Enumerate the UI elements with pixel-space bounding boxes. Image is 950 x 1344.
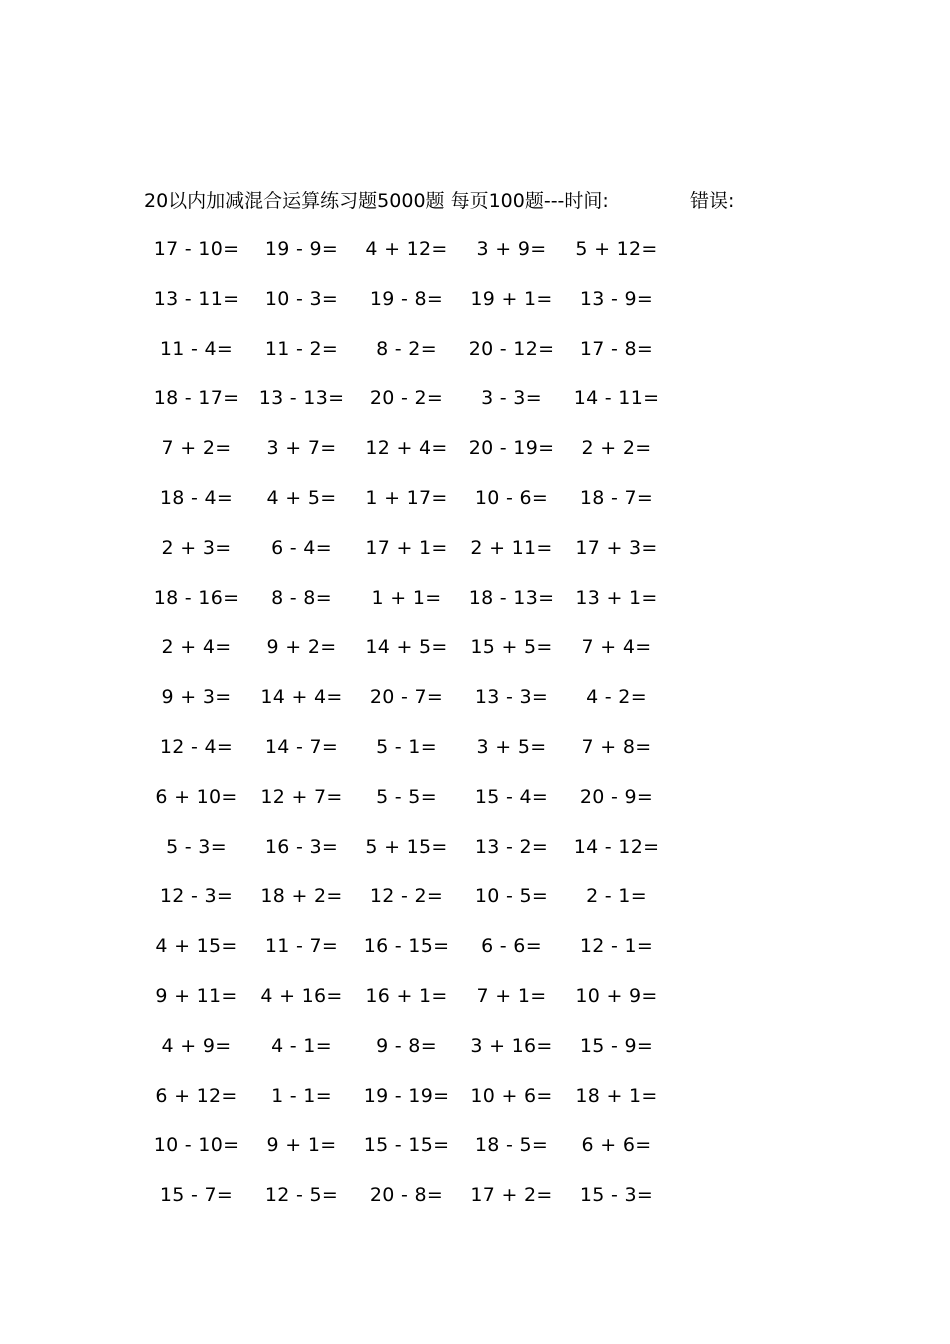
problem-row [144,682,684,732]
math-problem: 18 - 13= [468,586,555,609]
math-problem: 20 - 7= [369,686,444,709]
problem-row [144,533,684,583]
math-problem: 2 + 11= [470,536,553,559]
math-problem: 20 - 9= [579,785,654,808]
math-problem: 10 - 3= [264,287,339,310]
math-problem: 4 + 9= [161,1034,232,1057]
math-problem: 2 + 2= [581,437,652,460]
math-problem: 9 + 3= [161,686,232,709]
math-problem: 17 - 10= [153,238,240,260]
math-problem: 17 + 2= [470,1184,553,1207]
problem-row [144,433,684,483]
math-problem: 13 - 2= [474,835,549,858]
problem-row [144,732,684,782]
problem-row [144,284,684,334]
errors-label: 错误: [690,190,735,212]
math-problem: 12 - 5= [264,1184,339,1207]
problem-row [144,931,684,981]
math-problem: 18 - 17= [153,387,240,410]
math-problem: 12 - 4= [159,735,234,758]
math-problem: 7 + 8= [581,735,652,758]
math-problem: 12 - 1= [579,935,654,958]
math-problem: 9 + 1= [266,1134,337,1157]
worksheet-title: 20以内加减混合运算练习题5000题 每页100题---时间: [144,190,609,212]
math-problem: 9 + 2= [266,636,337,659]
math-problem: 11 - 7= [264,935,339,958]
math-problem: 14 - 11= [573,387,660,410]
math-problem: 7 + 2= [161,437,232,460]
math-problem: 18 - 4= [159,486,234,509]
math-problem: 14 + 4= [260,686,343,709]
problem-row [144,483,684,533]
math-problem: 15 + 5= [470,636,553,659]
math-problem: 20 - 12= [468,337,555,360]
math-problem: 5 + 12= [575,238,658,260]
math-problem: 2 + 3= [161,536,232,559]
math-problem: 18 - 16= [153,586,240,609]
math-problem: 18 + 2= [260,885,343,908]
math-problem: 2 - 1= [586,885,647,908]
math-problem: 18 - 7= [579,486,654,509]
problem-row [144,583,684,633]
math-problem: 11 - 4= [159,337,234,360]
math-problem: 19 - 19= [363,1084,450,1107]
problem-row [144,234,684,284]
problem-row [144,1081,684,1131]
math-problem: 12 + 4= [365,437,448,460]
worksheet-header [144,186,735,216]
math-problem: 6 + 10= [155,785,238,808]
math-problem: 10 + 9= [575,984,658,1007]
math-problem: 15 - 4= [474,785,549,808]
problem-row [144,1180,684,1230]
math-problem: 11 - 2= [264,337,339,360]
math-problem: 6 + 12= [155,1084,238,1107]
problem-row [144,782,684,832]
math-problem: 4 + 12= [365,238,448,260]
math-problem: 13 - 3= [474,686,549,709]
math-problem: 20 - 2= [369,387,444,410]
math-problem: 18 + 1= [575,1084,658,1107]
math-problem: 5 - 5= [376,785,437,808]
math-problem: 10 + 6= [470,1084,553,1107]
math-problem: 16 - 15= [363,935,450,958]
math-problem: 7 + 4= [581,636,652,659]
math-problem: 10 - 6= [474,486,549,509]
math-problem: 3 + 7= [266,437,337,460]
math-problem: 12 - 3= [159,885,234,908]
math-problem: 14 - 12= [573,835,660,858]
math-problem: 19 - 9= [264,238,339,260]
math-problem: 13 - 11= [153,287,240,310]
math-problem: 5 - 1= [376,735,437,758]
math-problem: 9 - 8= [376,1034,437,1057]
math-problem: 13 + 1= [575,586,658,609]
problem-grid [144,234,684,1230]
math-problem: 14 + 5= [365,636,448,659]
math-problem: 15 - 9= [579,1034,654,1057]
math-problem: 9 + 11= [155,984,238,1007]
problem-row [144,881,684,931]
math-problem: 3 - 3= [481,387,542,410]
math-problem: 19 + 1= [470,287,553,310]
math-problem: 2 + 4= [161,636,232,659]
math-problem: 3 + 5= [476,735,547,758]
math-problem: 10 - 10= [153,1134,240,1157]
math-problem: 15 - 15= [363,1134,450,1157]
problem-row [144,981,684,1031]
math-problem: 15 - 7= [159,1184,234,1207]
problem-row [144,1031,684,1081]
math-problem: 20 - 8= [369,1184,444,1207]
math-problem: 4 - 1= [271,1034,332,1057]
math-problem: 17 + 1= [365,536,448,559]
problem-row [144,334,684,384]
math-problem: 13 - 13= [258,387,345,410]
math-problem: 4 + 16= [260,984,343,1007]
math-problem: 7 + 1= [476,984,547,1007]
math-problem: 4 + 15= [155,935,238,958]
math-problem: 6 - 4= [271,536,332,559]
math-problem: 6 + 6= [581,1134,652,1157]
math-problem: 19 - 8= [369,287,444,310]
math-problem: 15 - 3= [579,1184,654,1207]
math-problem: 5 - 3= [166,835,227,858]
math-problem: 1 + 17= [365,486,448,509]
math-problem: 8 - 8= [271,586,332,609]
math-problem: 18 - 5= [474,1134,549,1157]
math-problem: 3 + 16= [470,1034,553,1057]
math-problem: 1 - 1= [271,1084,332,1107]
math-problem: 1 + 1= [371,586,442,609]
math-problem: 13 - 9= [579,287,654,310]
math-problem: 20 - 19= [468,437,555,460]
math-problem: 5 + 15= [365,835,448,858]
math-problem: 6 - 6= [481,935,542,958]
math-problem: 16 - 3= [264,835,339,858]
math-problem: 4 - 2= [586,686,647,709]
math-problem: 16 + 1= [365,984,448,1007]
math-problem: 14 - 7= [264,735,339,758]
math-problem: 12 - 2= [369,885,444,908]
problem-row [144,1130,684,1180]
problem-row [144,632,684,682]
problem-row [144,832,684,882]
problem-row [144,383,684,433]
math-problem: 17 + 3= [575,536,658,559]
math-problem: 17 - 8= [579,337,654,360]
math-problem: 12 + 7= [260,785,343,808]
math-problem: 10 - 5= [474,885,549,908]
math-problem: 3 + 9= [476,238,547,260]
math-problem: 8 - 2= [376,337,437,360]
math-problem: 4 + 5= [266,486,337,509]
